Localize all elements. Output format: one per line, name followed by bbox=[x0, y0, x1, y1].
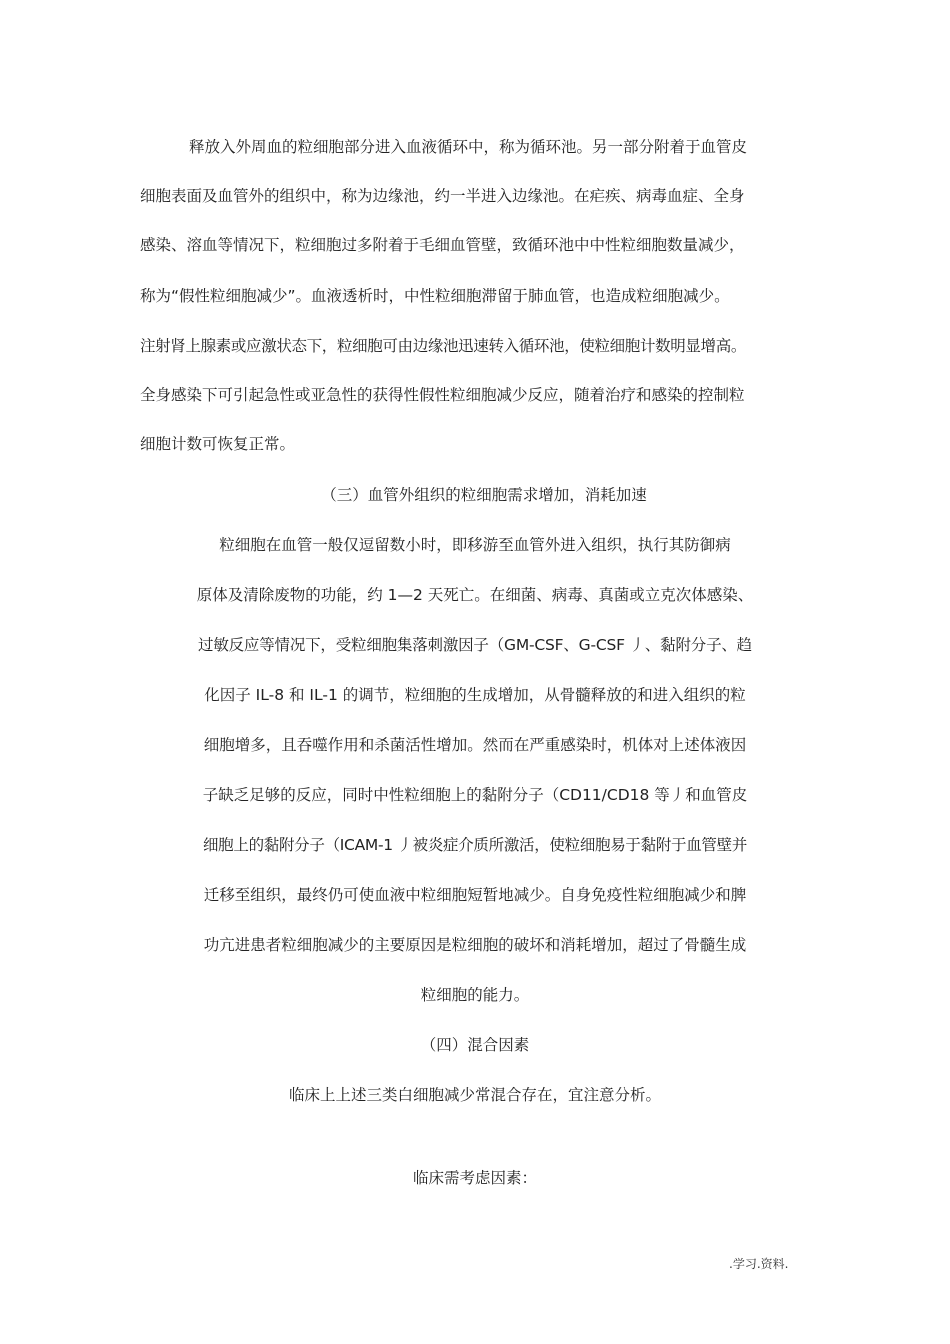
paragraph-2-line-5: 细胞增多，且吞噬作用和杀菌活性增加。然而在严重感染时，机体对上述体液因 bbox=[203, 736, 747, 754]
paragraph-2-line-10: 粒细胞的能力。 bbox=[420, 986, 530, 1004]
paragraph-1-line-2: 细胞表面及血管外的组织中，称为边缘池，约一半进入边缘池。在疟疾、病毒血症、全身 bbox=[140, 187, 745, 205]
paragraph-2-line-7: 细胞上的黏附分子（ICAM-1 丿被炎症介质所激活，使粒细胞易于黏附于血管壁并 bbox=[202, 836, 748, 854]
paragraph-2-line-8: 迁移至组织，最终仍可使血液中粒细胞短暂地减少。自身免疫性粒细胞减少和脾 bbox=[203, 886, 747, 904]
paragraph-2-line-4: 化因子 IL-8 和 IL-1 的调节，粒细胞的生成增加，从骨髓释放的和进入组织的粒 bbox=[204, 686, 746, 704]
paragraph-1-line-3: 感染、溶血等情况下，粒细胞过多附着于毛细血管壁，致循环池中中性粒细胞数量减少， bbox=[140, 236, 745, 254]
section-heading-4: （四）混合因素 bbox=[420, 1036, 530, 1054]
paragraph-1-line-5: 注射肾上腺素或应激状态下，粒细胞可由边缘池迅速转入循环池，使粒细胞计数明显增高。 bbox=[140, 337, 747, 355]
paragraph-1-line-1: 释放入外周血的粒细胞部分进入血液循环中，称为循环池。另一部分附着于血管皮 bbox=[189, 138, 748, 156]
paragraph-2-line-1: 粒细胞在血管一般仅逗留数小时，即移游至血管外进入组织，执行其防御病 bbox=[219, 536, 731, 554]
paragraph-3: 临床上上述三类白细胞减少常混合存在，宜注意分析。 bbox=[288, 1086, 661, 1104]
paragraph-2-line-9: 功亢进患者粒细胞减少的主要原因是粒细胞的破坏和消耗增加，超过了骨髓生成 bbox=[203, 936, 747, 954]
paragraph-1-line-7: 细胞计数可恢复正常。 bbox=[140, 435, 296, 453]
section-heading-3: （三）血管外组织的粒细胞需求增加，消耗加速 bbox=[321, 486, 647, 504]
clinical-factors-heading: 临床需考虑因素： bbox=[412, 1169, 537, 1187]
paragraph-1-line-4: 称为“假性粒细胞减少”。血液透析时，中性粒细胞滞留于肺血管，也造成粒细胞减少。 bbox=[140, 287, 730, 305]
paragraph-2-line-3: 过敏反应等情况下，受粒细胞集落刺激因子（GM-CSF、G-CSF 丿、黏附分子、趋 bbox=[198, 636, 752, 654]
paragraph-2-line-6: 子缺乏足够的反应，同时中性粒细胞上的黏附分子（CD11/CD18 等丿和血管皮 bbox=[202, 786, 748, 804]
paragraph-1-line-6: 全身感染下可引起急性或亚急性的获得性假性粒细胞减少反应，随着治疗和感染的控制粒 bbox=[140, 386, 745, 404]
page-footer: .学习.资料. bbox=[729, 1257, 789, 1271]
paragraph-2-line-2: 原体及清除废物的功能，约 1—2 天死亡。在细菌、病毒、真菌或立克次体感染、 bbox=[196, 586, 754, 604]
